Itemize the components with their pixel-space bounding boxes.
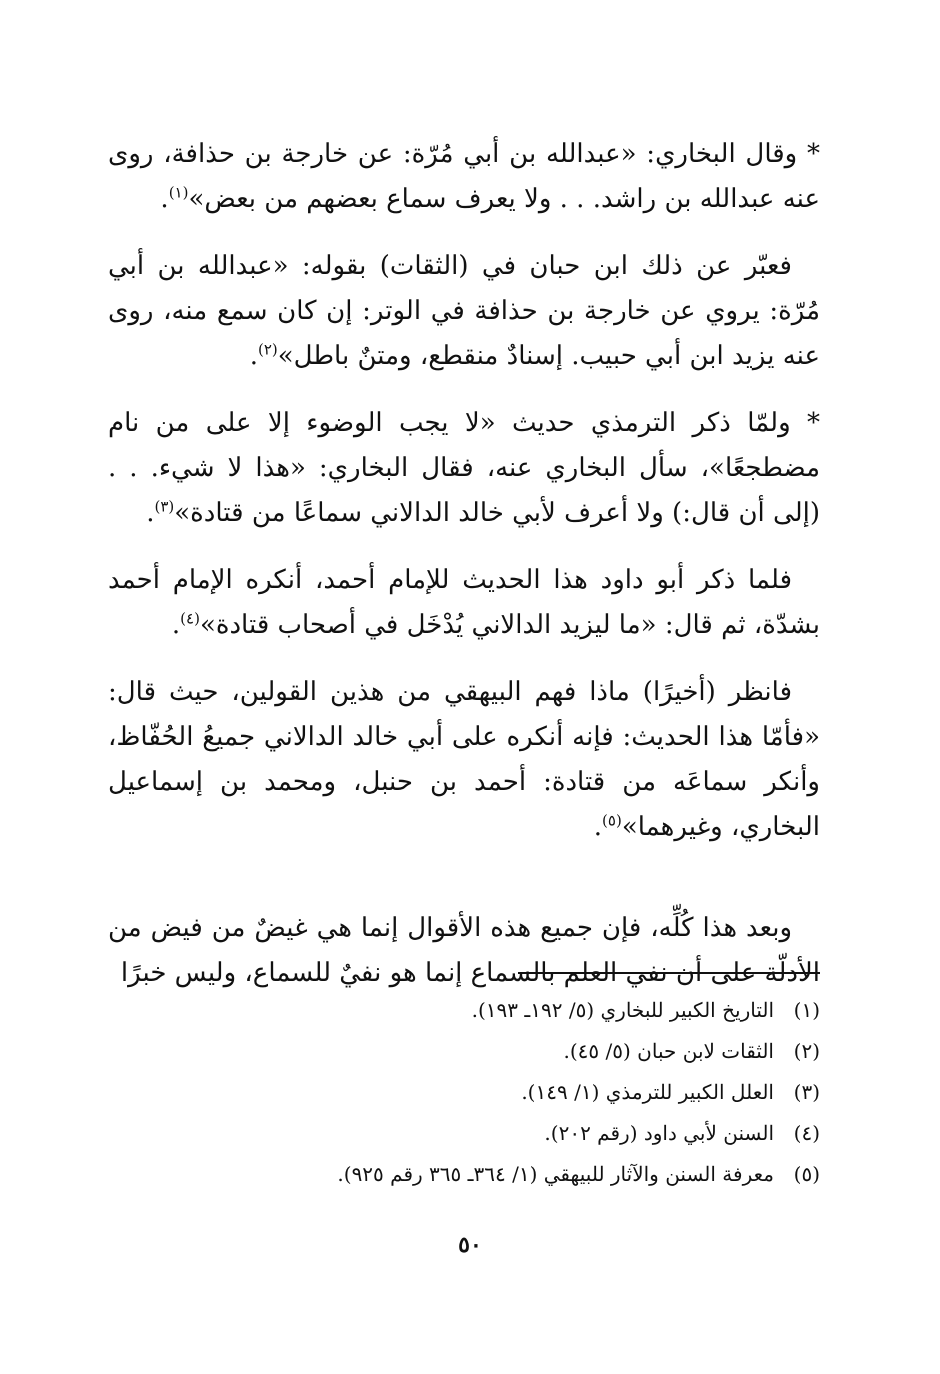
paragraph-end: . <box>171 610 181 640</box>
footnote-number: (٢) <box>793 1039 820 1063</box>
footnote-reference: (٤) <box>180 609 200 628</box>
paragraph-end: . <box>249 341 258 371</box>
main-text <box>108 132 820 1018</box>
paragraph-tirmidhi <box>108 401 820 536</box>
footnote-item <box>108 1031 820 1072</box>
footnote-item <box>108 990 820 1031</box>
footnote-text: التاريخ الكبير للبخاري (٥/ ١٩٢ـ ١٩٣). <box>471 998 774 1022</box>
footnotes <box>108 990 820 1195</box>
paragraph-text: فانظر (أخيرًا) ماذا فهم البيهقي من هذين القولين، حيث قال: «فأمّا هذا الحديث: فإنه أنكره على أبي خالد الدالاني جميعُ الحُفّاظ، وأنكر سماعَه من قتادة: أحمد بن حنبل، ومحمد بن إسماعيل البخاري، وغيرهما» <box>108 677 820 842</box>
footnote-item <box>108 1072 820 1113</box>
paragraph-bayhaqi <box>108 670 820 850</box>
paragraph-bukhari-quote <box>108 132 820 222</box>
paragraph-end: . <box>146 498 155 528</box>
page-number: ٥٠ <box>458 1232 482 1258</box>
paragraph-ibn-hibban <box>108 244 820 379</box>
footnote-item <box>108 1113 820 1154</box>
paragraph-text: فعبّر عن ذلك ابن حبان في (الثقات) بقوله: «عبدالله بن أبي مُرّة: يروي عن خارجة بن حذافة في الوتر: إن كان سمع منه، روى عنه يزيد ابن أبي حبيب. إسنادٌ منقطع، ومتنٌ باطل» <box>108 251 820 371</box>
paragraph-abu-dawud <box>108 558 820 648</box>
footnote-text: السنن لأبي داود (رقم ٢٠٢). <box>544 1121 774 1145</box>
footnote-number: (٤) <box>793 1121 820 1145</box>
footnote-number: (٣) <box>793 1080 820 1104</box>
footnote-reference: (٥) <box>602 811 622 830</box>
paragraph-end: . <box>160 184 169 214</box>
paragraph-end: . <box>593 812 603 842</box>
paragraph-text: وبعد هذا كُلِّه، فإن جميع هذه الأقوال إنما هي غيضٌ من فيض من الأدلّة على أن نفي العلم بالسماع إنما هو نفيٌ للسماع، وليس خبرًا <box>108 913 820 988</box>
footnote-number: (٥) <box>793 1162 820 1186</box>
footnote-number: (١) <box>793 998 820 1022</box>
paragraph-text: * ولمّا ذكر الترمذي حديث «لا يجب الوضوء إلا على من نام مضطجعًا»، سأل البخاري عنه، فقال البخاري: «هذا لا شيء. . . (إلى أن قال:) ولا أعرف لأبي خالد الدالاني سماعًا من قتادة» <box>108 408 820 528</box>
paragraph-text: فلما ذكر أبو داود هذا الحديث للإمام أحمد، أنكره الإمام أحمد بشدّة، ثم قال: «ما ليزيد الدالاني يُدْخَل في أصحاب قتادة» <box>108 565 820 640</box>
paragraph-text: * وقال البخاري: «عبدالله بن أبي مُرّة: عن خارجة بن حذافة، روى عنه عبدالله بن راشد. . . ولا يعرف سماع بعضهم من بعض» <box>108 139 820 214</box>
footnote-separator <box>518 972 820 974</box>
footnote-text: العلل الكبير للترمذي (١/ ١٤٩). <box>521 1080 774 1104</box>
paragraph-conclusion <box>108 906 820 996</box>
footnote-text: معرفة السنن والآثار للبيهقي (١/ ٣٦٤ـ ٣٦٥ رقم ٩٢٥). <box>337 1162 774 1186</box>
footnote-item <box>108 1154 820 1195</box>
footnote-reference: (٢) <box>257 340 278 359</box>
footnote-reference: (٣) <box>154 497 175 516</box>
footnote-reference: (١) <box>168 183 189 202</box>
footnote-text: الثقات لابن حبان (٥/ ٤٥). <box>563 1039 774 1063</box>
